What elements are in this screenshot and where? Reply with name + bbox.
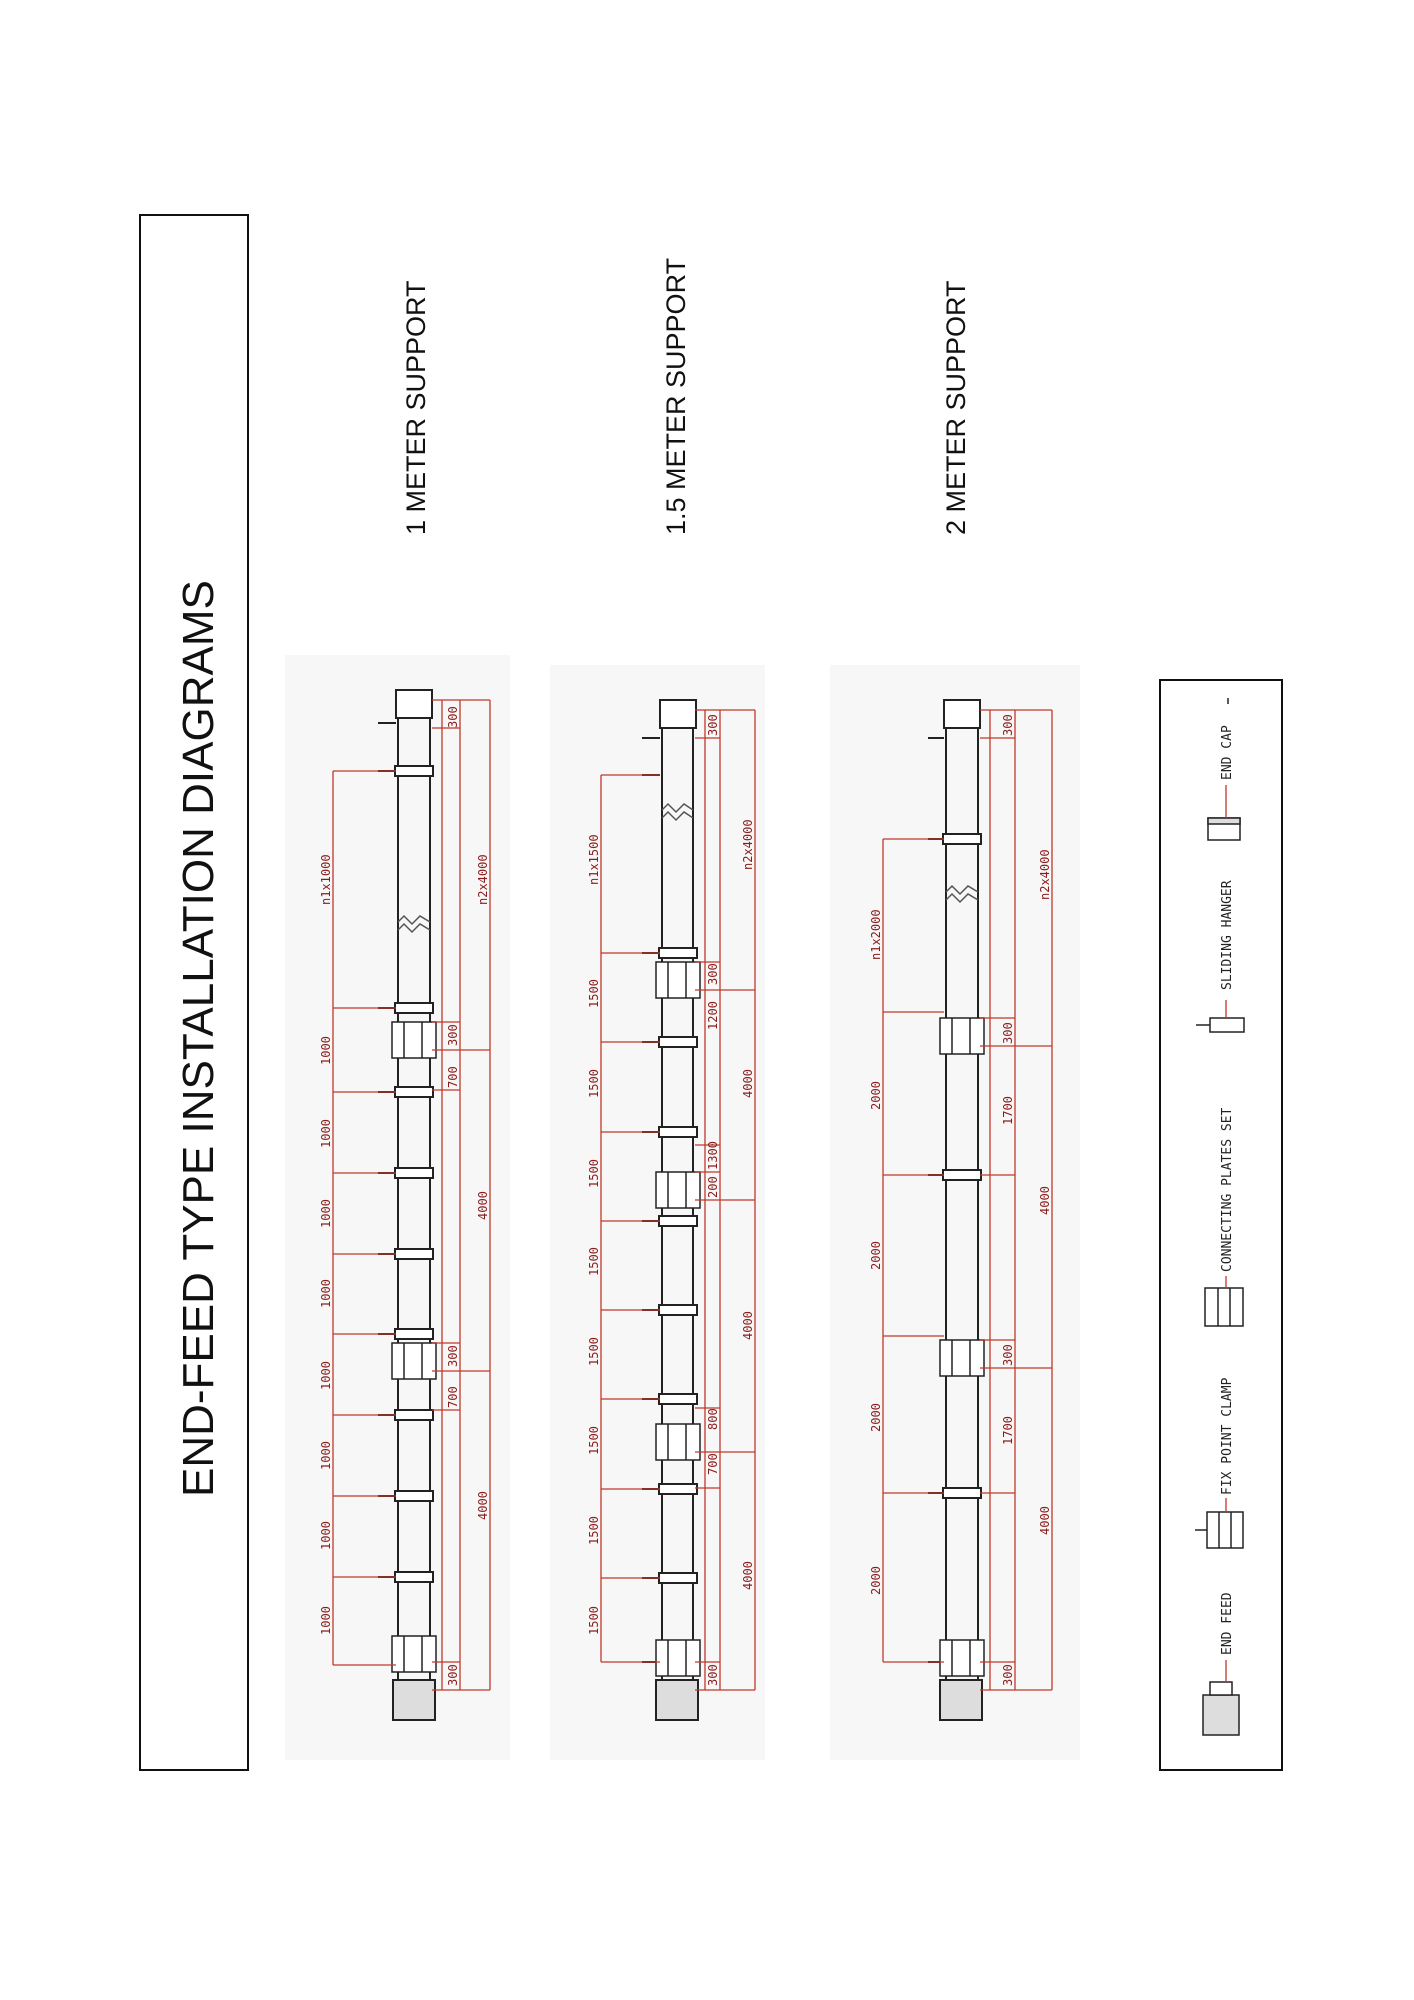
section-label: 4000 (741, 1561, 755, 1590)
diagram-heading-2m: 2 METER SUPPORT (941, 280, 971, 535)
inner-label: 300 (1001, 1022, 1015, 1044)
inner-label: 200 (706, 1176, 720, 1198)
section-label: 4000 (741, 1311, 755, 1340)
support-spacing-label: n1x2000 (869, 909, 883, 960)
inner-label: 300 (446, 706, 460, 728)
inner-label: 1700 (1001, 1416, 1015, 1445)
section-label: 4000 (1038, 1186, 1052, 1215)
inner-label: 300 (446, 1345, 460, 1367)
end-cap (396, 690, 432, 718)
legend-label-fix-point-clamp: FIX POINT CLAMP (1220, 1377, 1235, 1495)
inner-label: 300 (706, 714, 720, 736)
legend-label-end-cap: END CAP (1220, 725, 1235, 780)
page-title: END-FEED TYPE INSTALLATION DIAGRAMS (174, 580, 223, 1497)
inner-label: 1300 (706, 1141, 720, 1170)
spacing-label: 1000 (319, 1199, 333, 1228)
inner-label: 800 (706, 1408, 720, 1430)
end-feed (656, 1680, 698, 1720)
spacing-label: 2000 (869, 1566, 883, 1595)
support-spacing-label: n1x1000 (319, 854, 333, 905)
diagram-heading-1m: 1 METER SUPPORT (401, 280, 431, 535)
inner-label: 1700 (1001, 1096, 1015, 1125)
diagram-panel-1-5m (550, 665, 765, 1760)
busbar-length-label: n2x4000 (476, 854, 490, 905)
spacing-label: 1000 (319, 1036, 333, 1065)
legend-label-end-feed: END FEED (1220, 1592, 1235, 1655)
section-label: 4000 (1038, 1506, 1052, 1535)
end-feed-icon (1203, 1682, 1239, 1735)
end-cap-icon (1208, 818, 1240, 840)
spacing-label: 1500 (587, 979, 601, 1008)
connecting-plates-icon (1205, 1288, 1243, 1326)
inner-label: 700 (706, 1453, 720, 1475)
legend-label-sliding-hanger: SLIDING HANGER (1220, 880, 1235, 990)
inner-label: 300 (1001, 1344, 1015, 1366)
inner-label: 300 (706, 963, 720, 985)
spacing-label: 1500 (587, 1069, 601, 1098)
spacing-label: 2000 (869, 1081, 883, 1110)
support-spacing-label: n1x1500 (587, 834, 601, 885)
end-feed (393, 1680, 435, 1720)
spacing-label: 1000 (319, 1361, 333, 1390)
spacing-label: 1500 (587, 1426, 601, 1455)
busbar-length-label: n2x4000 (741, 819, 755, 870)
inner-label: 300 (706, 1664, 720, 1686)
section-label: 4000 (476, 1191, 490, 1220)
spacing-label: 1500 (587, 1247, 601, 1276)
spacing-label: 1000 (319, 1279, 333, 1308)
fix-point-clamp-icon (1195, 1512, 1243, 1548)
inner-label: 300 (446, 1664, 460, 1686)
inner-label: 300 (1001, 714, 1015, 736)
spacing-label: 1000 (319, 1606, 333, 1635)
end-cap (660, 700, 696, 728)
sliding-hanger-icon (1196, 1018, 1244, 1032)
inner-label: 300 (446, 1024, 460, 1046)
spacing-label: 1500 (587, 1516, 601, 1545)
diagram-heading-1-5m: 1.5 METER SUPPORT (661, 257, 691, 535)
inner-label: 700 (446, 1386, 460, 1408)
legend-label-connecting-plates: CONNECTING PLATES SET (1220, 1107, 1235, 1272)
inner-label: 700 (446, 1066, 460, 1088)
section-label: 4000 (476, 1491, 490, 1520)
spacing-label: 1500 (587, 1606, 601, 1635)
spacing-label: 1000 (319, 1521, 333, 1550)
inner-label: 1200 (706, 1001, 720, 1030)
spacing-label: 2000 (869, 1403, 883, 1432)
spacing-label: 1000 (319, 1119, 333, 1148)
end-feed (940, 1680, 982, 1720)
end-cap (944, 700, 980, 728)
spacing-label: 1000 (319, 1441, 333, 1470)
section-label: 4000 (741, 1069, 755, 1098)
spacing-label: 1500 (587, 1337, 601, 1366)
legend (1160, 680, 1282, 1770)
spacing-label: 2000 (869, 1241, 883, 1270)
busbar-length-label: n2x4000 (1038, 849, 1052, 900)
spacing-label: 1500 (587, 1159, 601, 1188)
inner-label: 300 (1001, 1664, 1015, 1686)
